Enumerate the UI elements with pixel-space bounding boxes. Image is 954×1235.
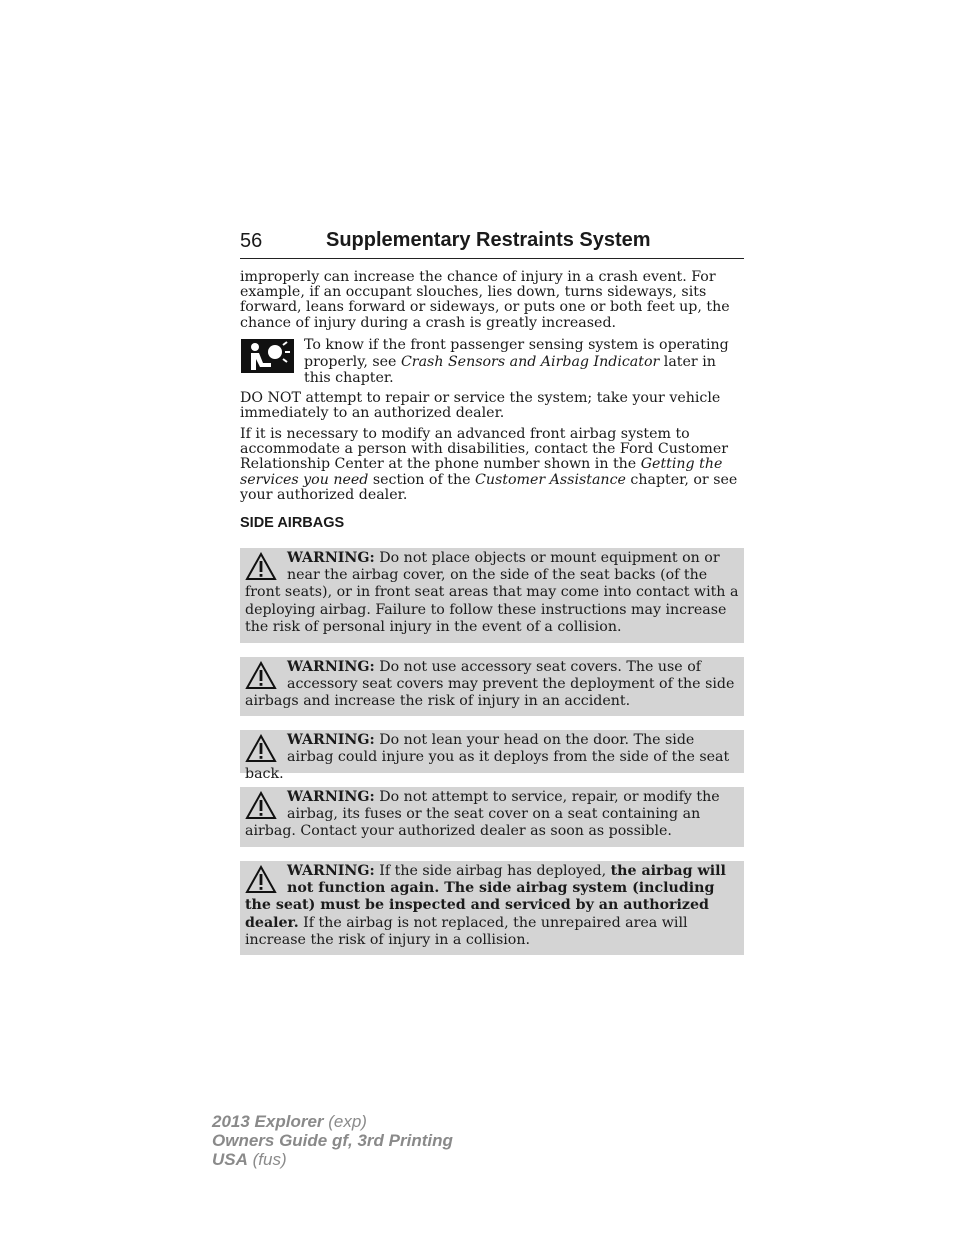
warning-triangle-icon [245,865,277,895]
body-paragraph: If it is necessary to modify an advanced front airbag system to accommodate a person with disabilities, contact the Ford Customer Relationship Center at the phone number shown in the Getting the services you need section of the Customer Assistance chapter, or see your authorized dealer. [240,426,738,503]
warning-triangle-icon [245,791,277,821]
body-paragraph: improperly can increase the chance of injury in a crash event. For example, if an occupant slouches, lies down, turns sideways, sits forward, leans forward or sideways, or puts one or both feet up, the chance of injury during a crash is greatly increased. [240,269,730,331]
warning-box: WARNING: Do not attempt to service, repair, or modify the airbag, its fuses or the seat cover on a seat containing an airbag. Contact your authorized dealer as soon as possible. [240,787,744,847]
page-title: Supplementary Restraints System [326,229,651,251]
warning-box: WARNING: Do not place objects or mount equipment on or near the airbag cover, on the side of the seat backs (of the front seats), or in front seat areas that may come into contact with a deploying airbag. Failure to follow these instructions may increase the risk of personal injury in the event of a collision. [240,548,744,643]
page-number: 56 [240,230,263,252]
page-header [240,228,744,259]
warning-triangle-icon [245,552,277,582]
section-heading: SIDE AIRBAGS [240,515,345,531]
note-text: To know if the front passenger sensing system is operating properly, see Crash Sensors and Airbag Indicator later in this chapter. [304,337,729,386]
warning-triangle-icon [245,734,277,764]
warning-triangle-icon [245,661,277,691]
body-paragraph: DO NOT attempt to repair or service the system; take your vehicle immediately to an authorized dealer. [240,390,721,422]
warning-box: WARNING: Do not use accessory seat covers. The use of accessory seat covers may prevent the deployment of the side airbags and increase the risk of injury in an accident. [240,657,744,716]
airbag-indicator-icon [241,339,294,373]
warning-box: WARNING: Do not lean your head on the door. The side airbag could injure you as it deploys from the side of the seat back. [240,730,744,773]
document-footer: 2013 Explorer (exp) Owners Guide gf, 3rd Printing USA (fus) [212,1112,453,1169]
warning-box: WARNING: If the side airbag has deployed, the airbag will not function again. The side airbag system (including the seat) must be inspected and serviced by an authorized dealer. If the airbag is not replaced, the unrepaired area will increase the risk of injury in a collision. [240,861,744,955]
